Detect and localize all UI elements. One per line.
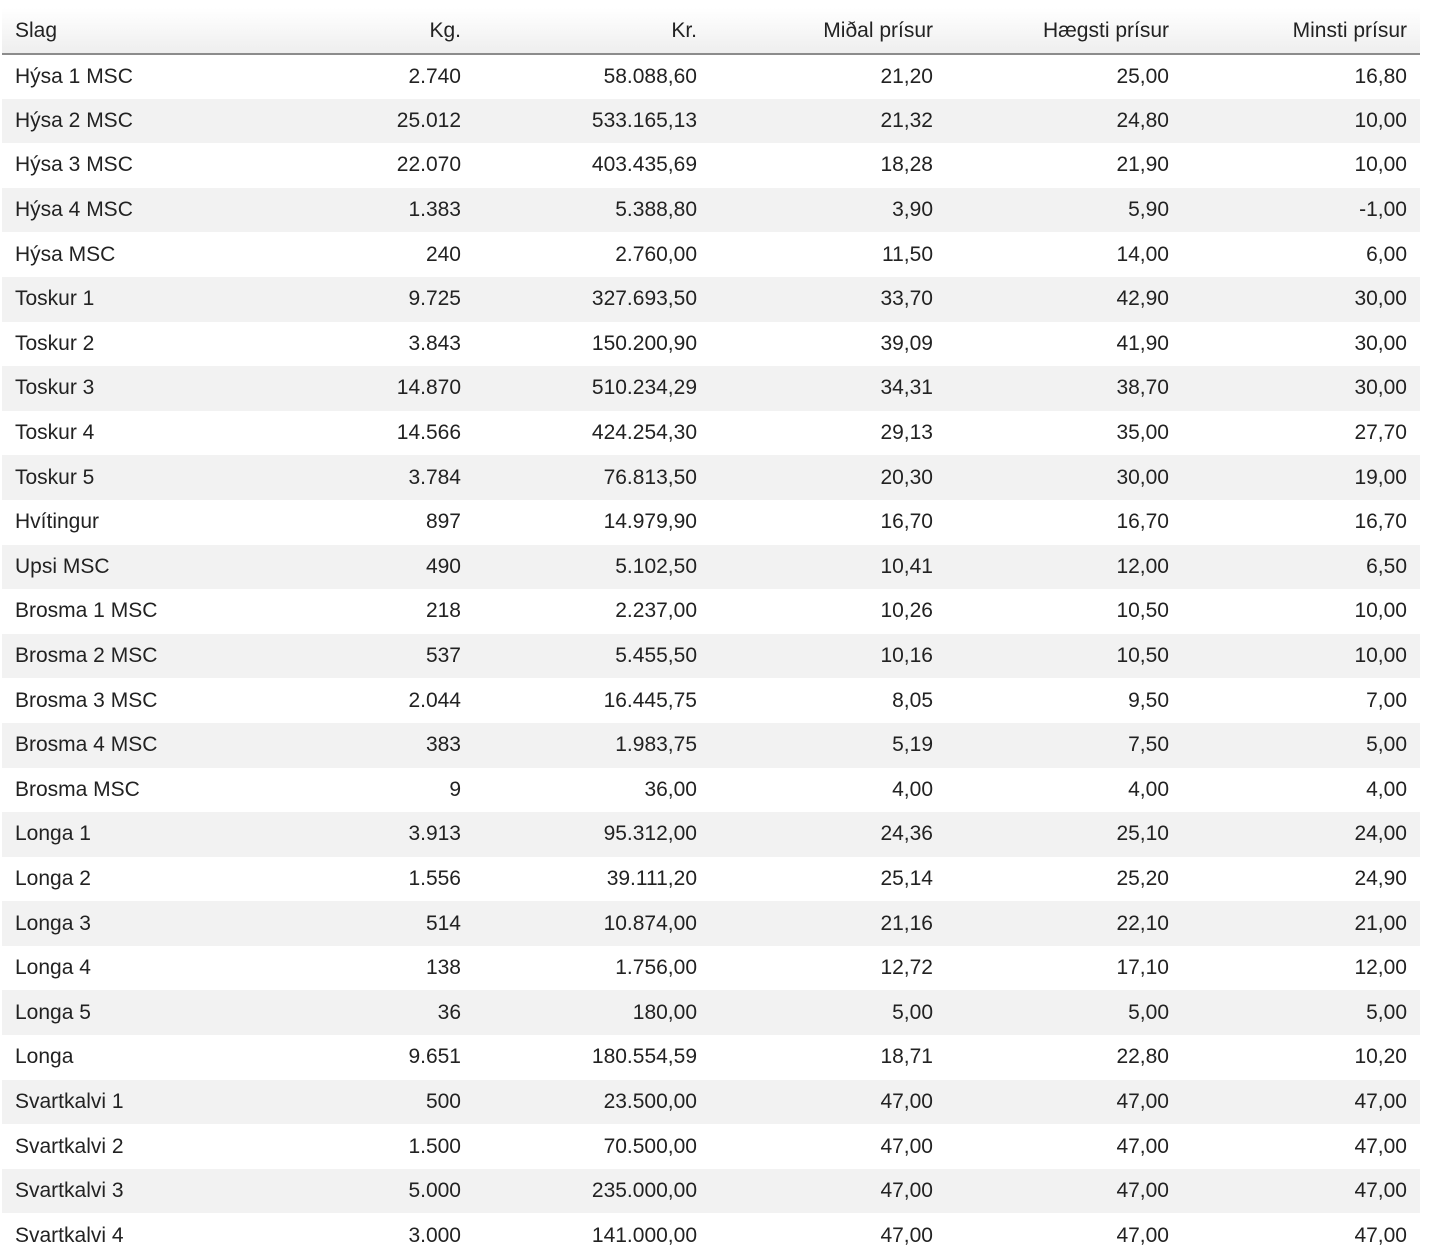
cell-average-price: 39,09	[880, 331, 933, 355]
cell-average-price: 21,20	[880, 64, 933, 88]
cell-kr: 1.756,00	[615, 956, 697, 980]
cell-highest-price: 12,00	[1116, 554, 1169, 578]
table-row	[2, 277, 1420, 322]
table-row	[2, 54, 1420, 99]
cell-kg: 3.000	[408, 1223, 461, 1247]
cell-slag: Hýsa MSC	[15, 242, 116, 266]
cell-average-price: 5,19	[892, 733, 933, 757]
cell-highest-price: 25,20	[1116, 866, 1169, 890]
cell-kg: 537	[425, 644, 461, 668]
cell-slag: Toskur 4	[15, 421, 95, 445]
table-header	[2, 8, 1420, 54]
cell-average-price: 8,05	[892, 688, 933, 712]
table-row	[2, 1213, 1420, 1258]
cell-highest-price: 16,70	[1116, 510, 1169, 534]
cell-kg: 897	[425, 510, 461, 534]
cell-highest-price: 7,50	[1128, 733, 1169, 757]
cell-kr: 58.088,60	[603, 64, 697, 88]
cell-kg: 9	[449, 777, 461, 801]
cell-lowest-price: 6,50	[1366, 554, 1407, 578]
cell-lowest-price: 47,00	[1354, 1089, 1407, 1113]
cell-kg: 3.784	[408, 465, 461, 489]
cell-average-price: 10,41	[880, 554, 933, 578]
table-row	[2, 322, 1420, 367]
cell-lowest-price: 10,00	[1354, 599, 1407, 623]
cell-slag: Toskur 1	[15, 287, 95, 311]
cell-slag: Hýsa 4 MSC	[15, 198, 133, 222]
cell-slag: Toskur 2	[15, 331, 95, 355]
cell-lowest-price: -1,00	[1359, 198, 1407, 222]
column-header-kg[interactable]: Kg.	[242, 8, 474, 54]
cell-lowest-price: 24,90	[1354, 866, 1407, 890]
column-header-slag[interactable]: Slag	[2, 8, 242, 54]
table-row	[2, 1124, 1420, 1169]
cell-slag: Longa 5	[15, 1000, 91, 1024]
cell-highest-price: 10,50	[1116, 599, 1169, 623]
table-row	[2, 812, 1420, 857]
cell-lowest-price: 47,00	[1354, 1223, 1407, 1247]
cell-highest-price: 25,10	[1116, 822, 1169, 846]
cell-kr: 23.500,00	[603, 1089, 697, 1113]
table-body	[2, 54, 1420, 1258]
cell-kg: 3.913	[408, 822, 461, 846]
cell-kr: 141.000,00	[591, 1223, 697, 1247]
cell-highest-price: 47,00	[1116, 1134, 1169, 1158]
cell-kr: 14.979,90	[603, 510, 697, 534]
cell-highest-price: 4,00	[1128, 777, 1169, 801]
cell-slag: Brosma MSC	[15, 777, 140, 801]
table-row	[2, 232, 1420, 277]
cell-kg: 2.740	[408, 64, 461, 88]
cell-average-price: 24,36	[880, 822, 933, 846]
cell-slag: Hýsa 2 MSC	[15, 108, 133, 132]
cell-average-price: 10,16	[880, 644, 933, 668]
cell-slag: Longa	[15, 1045, 74, 1069]
cell-highest-price: 24,80	[1116, 108, 1169, 132]
cell-kg: 1.500	[408, 1134, 461, 1158]
cell-kr: 424.254,30	[591, 421, 697, 445]
column-header-average-price[interactable]: Miðal prísur	[710, 8, 946, 54]
cell-average-price: 12,72	[880, 956, 933, 980]
cell-kg: 1.556	[408, 866, 461, 890]
cell-slag: Hýsa 1 MSC	[15, 64, 133, 88]
cell-lowest-price: 5,00	[1366, 1000, 1407, 1024]
cell-slag: Hýsa 3 MSC	[15, 153, 133, 177]
cell-kg: 240	[425, 242, 461, 266]
column-header-lowest-price[interactable]: Minsti prísur	[1182, 8, 1420, 54]
cell-average-price: 47,00	[880, 1134, 933, 1158]
table-row	[2, 411, 1420, 456]
table-row	[2, 946, 1420, 991]
table-row	[2, 1035, 1420, 1080]
cell-average-price: 20,30	[880, 465, 933, 489]
cell-kr: 150.200,90	[591, 331, 697, 355]
table-row	[2, 723, 1420, 768]
cell-slag: Longa 4	[15, 956, 91, 980]
cell-lowest-price: 12,00	[1354, 956, 1407, 980]
cell-kg: 514	[425, 911, 461, 935]
cell-average-price: 16,70	[880, 510, 933, 534]
cell-kg: 14.566	[396, 421, 461, 445]
cell-kr: 5.455,50	[615, 644, 697, 668]
cell-lowest-price: 24,00	[1354, 822, 1407, 846]
cell-slag: Svartkalvi 4	[15, 1223, 124, 1247]
cell-lowest-price: 47,00	[1354, 1134, 1407, 1158]
cell-kg: 138	[425, 956, 461, 980]
cell-average-price: 3,90	[892, 198, 933, 222]
cell-average-price: 18,28	[880, 153, 933, 177]
cell-average-price: 25,14	[880, 866, 933, 890]
cell-highest-price: 47,00	[1116, 1223, 1169, 1247]
cell-slag: Svartkalvi 1	[15, 1089, 124, 1113]
cell-kr: 76.813,50	[603, 465, 697, 489]
cell-kg: 500	[425, 1089, 461, 1113]
cell-slag: Svartkalvi 2	[15, 1134, 124, 1158]
cell-lowest-price: 21,00	[1354, 911, 1407, 935]
cell-kr: 2.237,00	[615, 599, 697, 623]
cell-slag: Hvítingur	[15, 510, 100, 534]
cell-lowest-price: 30,00	[1354, 376, 1407, 400]
cell-kg: 383	[425, 733, 461, 757]
table-row	[2, 589, 1420, 634]
cell-lowest-price: 7,00	[1366, 688, 1407, 712]
table-row	[2, 678, 1420, 723]
cell-highest-price: 22,10	[1116, 911, 1169, 935]
cell-kg: 5.000	[408, 1179, 461, 1203]
cell-kg: 25.012	[396, 108, 461, 132]
cell-kr: 70.500,00	[603, 1134, 697, 1158]
cell-kr: 10.874,00	[603, 911, 697, 935]
cell-kr: 16.445,75	[603, 688, 697, 712]
cell-kr: 403.435,69	[591, 153, 697, 177]
cell-lowest-price: 10,00	[1354, 108, 1407, 132]
cell-lowest-price: 19,00	[1354, 465, 1407, 489]
cell-highest-price: 10,50	[1116, 644, 1169, 668]
cell-lowest-price: 30,00	[1354, 331, 1407, 355]
cell-kg: 218	[425, 599, 461, 623]
cell-highest-price: 5,90	[1128, 198, 1169, 222]
cell-average-price: 29,13	[880, 421, 933, 445]
table-row	[2, 768, 1420, 813]
cell-lowest-price: 27,70	[1354, 421, 1407, 445]
cell-slag: Toskur 5	[15, 465, 95, 489]
cell-kg: 22.070	[396, 153, 461, 177]
cell-slag: Brosma 2 MSC	[15, 644, 158, 668]
table-row	[2, 366, 1420, 411]
cell-kr: 5.388,80	[615, 198, 697, 222]
cell-average-price: 11,50	[882, 242, 933, 266]
cell-highest-price: 41,90	[1116, 331, 1169, 355]
cell-kr: 533.165,13	[591, 108, 697, 132]
cell-kg: 36	[437, 1000, 461, 1024]
cell-kr: 95.312,00	[603, 822, 697, 846]
cell-lowest-price: 16,80	[1354, 64, 1407, 88]
cell-kg: 490	[425, 554, 461, 578]
cell-average-price: 47,00	[880, 1223, 933, 1247]
cell-kr: 235.000,00	[591, 1179, 697, 1203]
cell-lowest-price: 16,70	[1354, 510, 1407, 534]
cell-highest-price: 38,70	[1116, 376, 1169, 400]
cell-kg: 14.870	[396, 376, 461, 400]
cell-slag: Brosma 3 MSC	[15, 688, 158, 712]
cell-slag: Longa 3	[15, 911, 91, 935]
cell-kg: 2.044	[408, 688, 461, 712]
cell-kr: 1.983,75	[615, 733, 697, 757]
cell-highest-price: 25,00	[1116, 64, 1169, 88]
cell-slag: Brosma 4 MSC	[15, 733, 158, 757]
cell-kg: 3.843	[408, 331, 461, 355]
table-row	[2, 500, 1420, 545]
price-table	[2, 8, 1420, 1258]
cell-lowest-price: 47,00	[1354, 1179, 1407, 1203]
column-header-highest-price[interactable]: Hægsti prísur	[946, 8, 1182, 54]
table-row	[2, 1169, 1420, 1214]
cell-lowest-price: 4,00	[1366, 777, 1407, 801]
cell-average-price: 18,71	[880, 1045, 933, 1069]
cell-slag: Longa 1	[15, 822, 91, 846]
cell-kg: 1.383	[408, 198, 461, 222]
column-header-kr[interactable]: Kr.	[474, 8, 710, 54]
cell-highest-price: 30,00	[1116, 465, 1169, 489]
cell-average-price: 10,26	[880, 599, 933, 623]
cell-kg: 9.725	[408, 287, 461, 311]
cell-kr: 36,00	[644, 777, 697, 801]
cell-highest-price: 5,00	[1128, 1000, 1169, 1024]
cell-average-price: 21,16	[880, 911, 933, 935]
cell-highest-price: 42,90	[1116, 287, 1169, 311]
cell-highest-price: 9,50	[1128, 688, 1169, 712]
table-row	[2, 634, 1420, 679]
table-row	[2, 143, 1420, 188]
cell-kr: 2.760,00	[615, 242, 697, 266]
table-row	[2, 990, 1420, 1035]
cell-average-price: 34,31	[880, 376, 933, 400]
cell-kr: 180,00	[632, 1000, 697, 1024]
cell-kr: 510.234,29	[591, 376, 697, 400]
cell-kr: 180.554,59	[591, 1045, 697, 1069]
cell-slag: Longa 2	[15, 866, 91, 890]
cell-kr: 5.102,50	[615, 554, 697, 578]
cell-highest-price: 35,00	[1116, 421, 1169, 445]
cell-highest-price: 17,10	[1116, 956, 1169, 980]
cell-slag: Toskur 3	[15, 376, 95, 400]
table-row	[2, 455, 1420, 500]
table-row	[2, 901, 1420, 946]
cell-highest-price: 47,00	[1116, 1089, 1169, 1113]
cell-average-price: 47,00	[880, 1179, 933, 1203]
cell-slag: Svartkalvi 3	[15, 1179, 124, 1203]
cell-highest-price: 14,00	[1116, 242, 1169, 266]
cell-average-price: 47,00	[880, 1089, 933, 1113]
cell-lowest-price: 30,00	[1354, 287, 1407, 311]
cell-average-price: 21,32	[880, 108, 933, 132]
cell-lowest-price: 10,00	[1354, 644, 1407, 668]
cell-average-price: 33,70	[880, 287, 933, 311]
table-row	[2, 857, 1420, 902]
cell-average-price: 4,00	[892, 777, 933, 801]
table-row	[2, 99, 1420, 144]
table-row	[2, 545, 1420, 590]
cell-average-price: 5,00	[892, 1000, 933, 1024]
cell-lowest-price: 6,00	[1366, 242, 1407, 266]
table-row	[2, 188, 1420, 233]
price-table-container	[2, 8, 1420, 1258]
header-row	[2, 8, 1420, 54]
cell-kg: 9.651	[408, 1045, 461, 1069]
cell-highest-price: 47,00	[1116, 1179, 1169, 1203]
cell-lowest-price: 10,20	[1354, 1045, 1407, 1069]
cell-lowest-price: 10,00	[1354, 153, 1407, 177]
cell-highest-price: 21,90	[1116, 153, 1169, 177]
cell-kr: 327.693,50	[591, 287, 697, 311]
cell-lowest-price: 5,00	[1366, 733, 1407, 757]
cell-highest-price: 22,80	[1116, 1045, 1169, 1069]
cell-kr: 39.111,20	[606, 866, 697, 890]
table-row	[2, 1080, 1420, 1125]
cell-slag: Upsi MSC	[15, 554, 110, 578]
cell-slag: Brosma 1 MSC	[15, 599, 158, 623]
